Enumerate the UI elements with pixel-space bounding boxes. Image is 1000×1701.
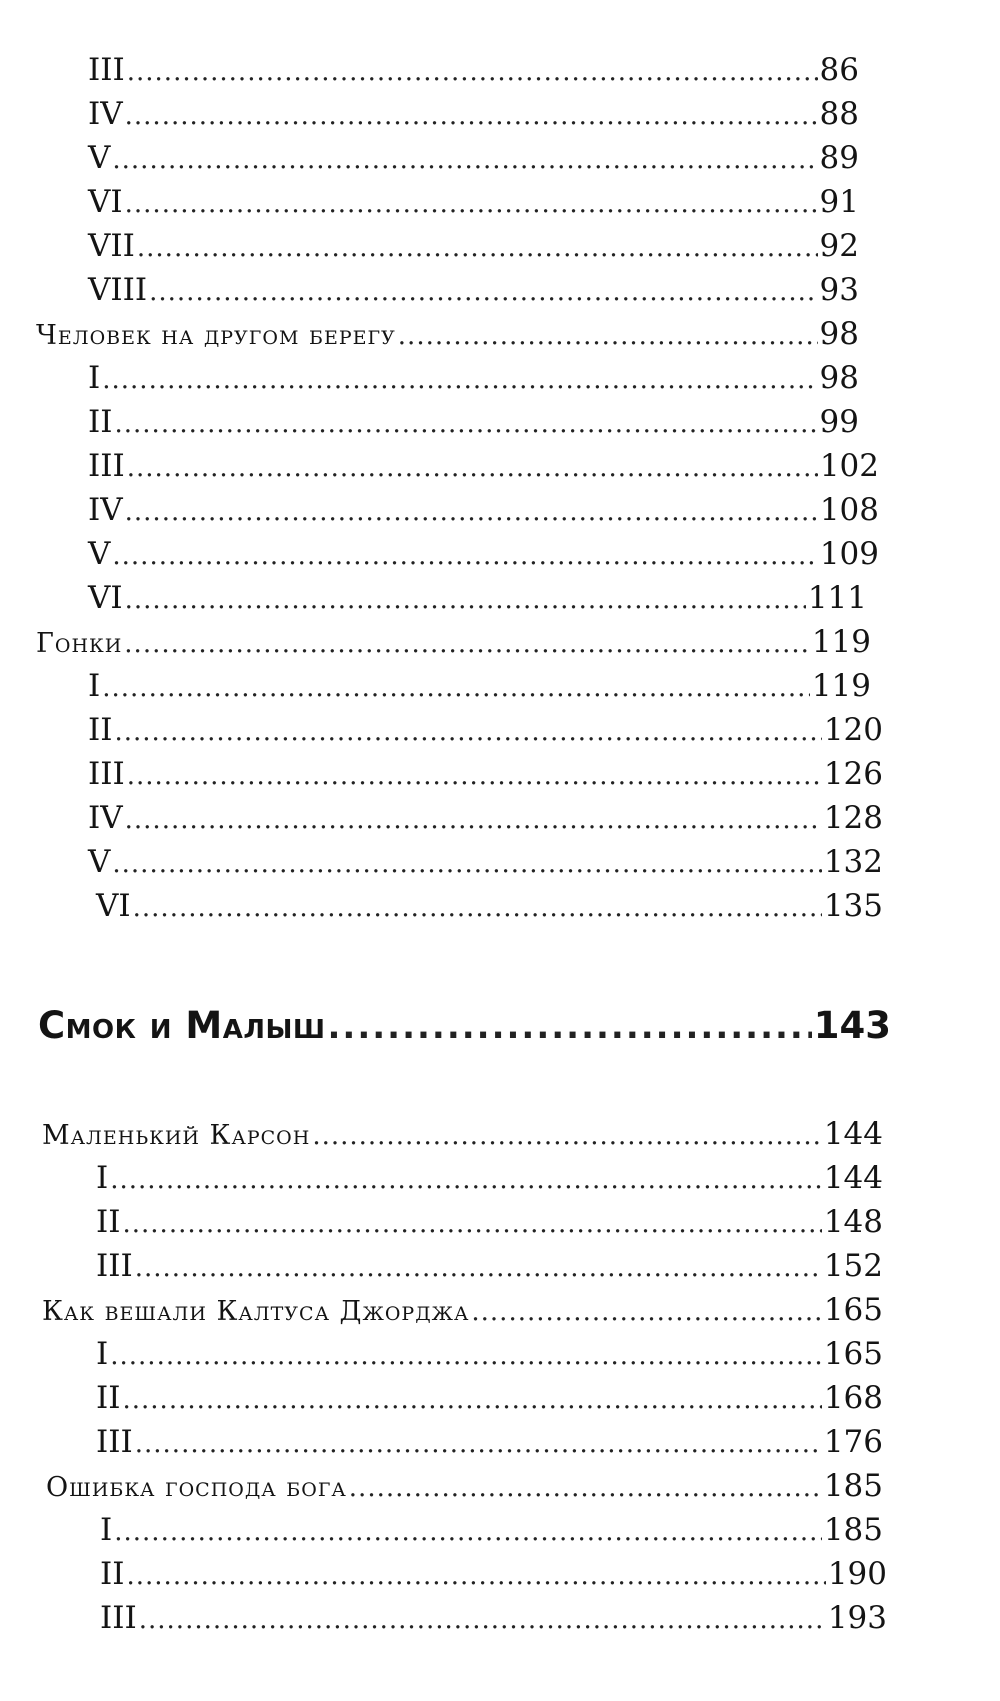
- dot-leader: [328, 1007, 812, 1047]
- dot-leader: [123, 1385, 822, 1415]
- dot-leader: [471, 1297, 821, 1327]
- dot-leader: [114, 1517, 822, 1547]
- dot-leader: [312, 1121, 822, 1151]
- page-number: 176: [823, 1424, 883, 1460]
- page-number: 144: [823, 1116, 883, 1152]
- page-number: 119: [811, 624, 871, 660]
- toc-entry-chapter[interactable]: [96, 1336, 883, 1372]
- toc-entry-story[interactable]: [46, 1468, 883, 1504]
- toc-entry-chapter[interactable]: [88, 96, 859, 132]
- page-number: 148: [823, 1204, 883, 1240]
- chapter-label: II: [96, 1380, 121, 1416]
- chapter-label: III: [88, 448, 125, 484]
- dot-leader: [135, 1253, 822, 1283]
- dot-leader: [125, 101, 818, 131]
- page-number: 111: [807, 580, 867, 616]
- dot-leader: [127, 453, 818, 483]
- dot-leader: [125, 585, 806, 615]
- toc-entry-chapter[interactable]: [88, 52, 859, 88]
- dot-leader: [125, 497, 818, 527]
- toc-entry-chapter[interactable]: [88, 228, 859, 264]
- page-number: 152: [823, 1248, 883, 1284]
- toc-entry-chapter[interactable]: [88, 580, 867, 616]
- page-number: 126: [823, 756, 883, 792]
- dot-leader: [125, 805, 822, 835]
- dot-leader: [398, 321, 818, 351]
- dot-leader: [137, 233, 818, 263]
- chapter-label: I: [100, 1512, 113, 1548]
- chapter-label: III: [88, 52, 125, 88]
- page-number: 143: [813, 1004, 891, 1047]
- page-number: 109: [819, 536, 879, 572]
- page-number: 98: [819, 316, 859, 352]
- chapter-label: VI: [88, 184, 123, 220]
- page-number: 93: [819, 272, 859, 308]
- chapter-label: II: [88, 712, 113, 748]
- page-number: 91: [819, 184, 859, 220]
- dot-leader: [149, 277, 817, 307]
- toc-entry-chapter[interactable]: [88, 536, 879, 572]
- page-number: 144: [823, 1160, 883, 1196]
- toc-entry-chapter[interactable]: [96, 1424, 883, 1460]
- chapter-label: I: [88, 360, 101, 396]
- chapter-label: I: [96, 1336, 109, 1372]
- page-number: 190: [827, 1556, 887, 1592]
- dot-leader: [115, 409, 818, 439]
- page-number: 102: [819, 448, 879, 484]
- toc-entry-chapter[interactable]: [100, 1600, 887, 1636]
- toc-entry-chapter[interactable]: [88, 492, 879, 528]
- page-number: 92: [819, 228, 859, 264]
- page-number: 128: [823, 800, 883, 836]
- page-number: 119: [811, 668, 871, 704]
- page-number: 99: [819, 404, 859, 440]
- dot-leader: [127, 57, 818, 87]
- chapter-label: V: [88, 536, 111, 572]
- toc-entry-story[interactable]: [42, 1116, 883, 1152]
- toc-entry-story[interactable]: [36, 624, 871, 660]
- page-number: 98: [819, 360, 859, 396]
- toc-entry-story[interactable]: [42, 1292, 883, 1328]
- chapter-label: III: [100, 1600, 137, 1636]
- story-title: Гонки: [36, 628, 123, 659]
- dot-leader: [110, 1165, 822, 1195]
- page-number: 185: [823, 1468, 883, 1504]
- chapter-label: II: [88, 404, 113, 440]
- page-number: 89: [819, 140, 859, 176]
- toc-entry-chapter[interactable]: [88, 800, 883, 836]
- toc-entry-chapter[interactable]: [96, 1248, 883, 1284]
- dot-leader: [112, 541, 817, 571]
- chapter-label: IV: [88, 96, 123, 132]
- dot-leader: [135, 1429, 822, 1459]
- page-number: 108: [819, 492, 879, 528]
- chapter-label: IV: [88, 800, 123, 836]
- page-number: 86: [819, 52, 859, 88]
- toc-entry-chapter[interactable]: [88, 184, 859, 220]
- dot-leader: [102, 673, 810, 703]
- toc-entry-chapter[interactable]: [100, 1556, 887, 1592]
- dot-leader: [127, 1561, 826, 1591]
- page-number: 165: [823, 1292, 883, 1328]
- toc-entry-part[interactable]: [38, 1004, 891, 1047]
- chapter-label: VII: [88, 228, 135, 264]
- dot-leader: [133, 893, 822, 923]
- toc-entry-chapter[interactable]: [88, 844, 883, 880]
- toc-entry-chapter[interactable]: [100, 1512, 883, 1548]
- dot-leader: [139, 1605, 826, 1635]
- story-title: Как вешали Калтуса Джорджа: [42, 1296, 470, 1327]
- chapter-label: III: [88, 756, 125, 792]
- toc-entry-chapter[interactable]: [96, 1380, 883, 1416]
- part-title: Смок и Малыш: [38, 1004, 326, 1047]
- story-title: Человек на другом берегу: [36, 320, 396, 351]
- toc-entry-chapter[interactable]: [96, 1204, 883, 1240]
- dot-leader: [349, 1473, 822, 1503]
- toc-entry-chapter[interactable]: [96, 1160, 883, 1196]
- toc-entry-chapter[interactable]: [88, 404, 859, 440]
- chapter-label: IV: [88, 492, 123, 528]
- toc-entry-chapter[interactable]: [88, 140, 859, 176]
- chapter-label: VIII: [88, 272, 148, 308]
- toc-entry-chapter[interactable]: [88, 448, 879, 484]
- page-number: 193: [827, 1600, 887, 1636]
- chapter-label: III: [96, 1248, 133, 1284]
- chapter-label: V: [88, 844, 111, 880]
- dot-leader: [127, 761, 822, 791]
- chapter-label: V: [88, 140, 111, 176]
- dot-leader: [102, 365, 817, 395]
- toc-entry-chapter[interactable]: [88, 756, 883, 792]
- dot-leader: [112, 849, 821, 879]
- story-title: Маленький Карсон: [42, 1120, 311, 1151]
- page-number: 132: [823, 844, 883, 880]
- page-number: 168: [823, 1380, 883, 1416]
- chapter-label: I: [96, 1160, 109, 1196]
- chapter-label: VI: [96, 888, 131, 924]
- toc-entry-chapter[interactable]: [88, 360, 859, 396]
- dot-leader: [112, 145, 817, 175]
- page-number: 185: [823, 1512, 883, 1548]
- chapter-label: I: [88, 668, 101, 704]
- chapter-label: II: [100, 1556, 125, 1592]
- story-title: Ошибка господа бога: [46, 1472, 347, 1503]
- toc-entry-chapter[interactable]: [88, 668, 871, 704]
- page-number: 120: [823, 712, 883, 748]
- dot-leader: [123, 1209, 822, 1239]
- dot-leader: [110, 1341, 822, 1371]
- page-number: 88: [819, 96, 859, 132]
- chapter-label: VI: [88, 580, 123, 616]
- toc-entry-story[interactable]: [36, 316, 859, 352]
- page-number: 165: [823, 1336, 883, 1372]
- toc-entry-chapter[interactable]: [88, 272, 859, 308]
- dot-leader: [125, 189, 818, 219]
- dot-leader: [124, 629, 810, 659]
- toc-entry-chapter[interactable]: [88, 712, 883, 748]
- dot-leader: [115, 717, 822, 747]
- chapter-label: III: [96, 1424, 133, 1460]
- page-number: 135: [823, 888, 883, 924]
- chapter-label: II: [96, 1204, 121, 1240]
- toc-entry-chapter[interactable]: [96, 888, 883, 924]
